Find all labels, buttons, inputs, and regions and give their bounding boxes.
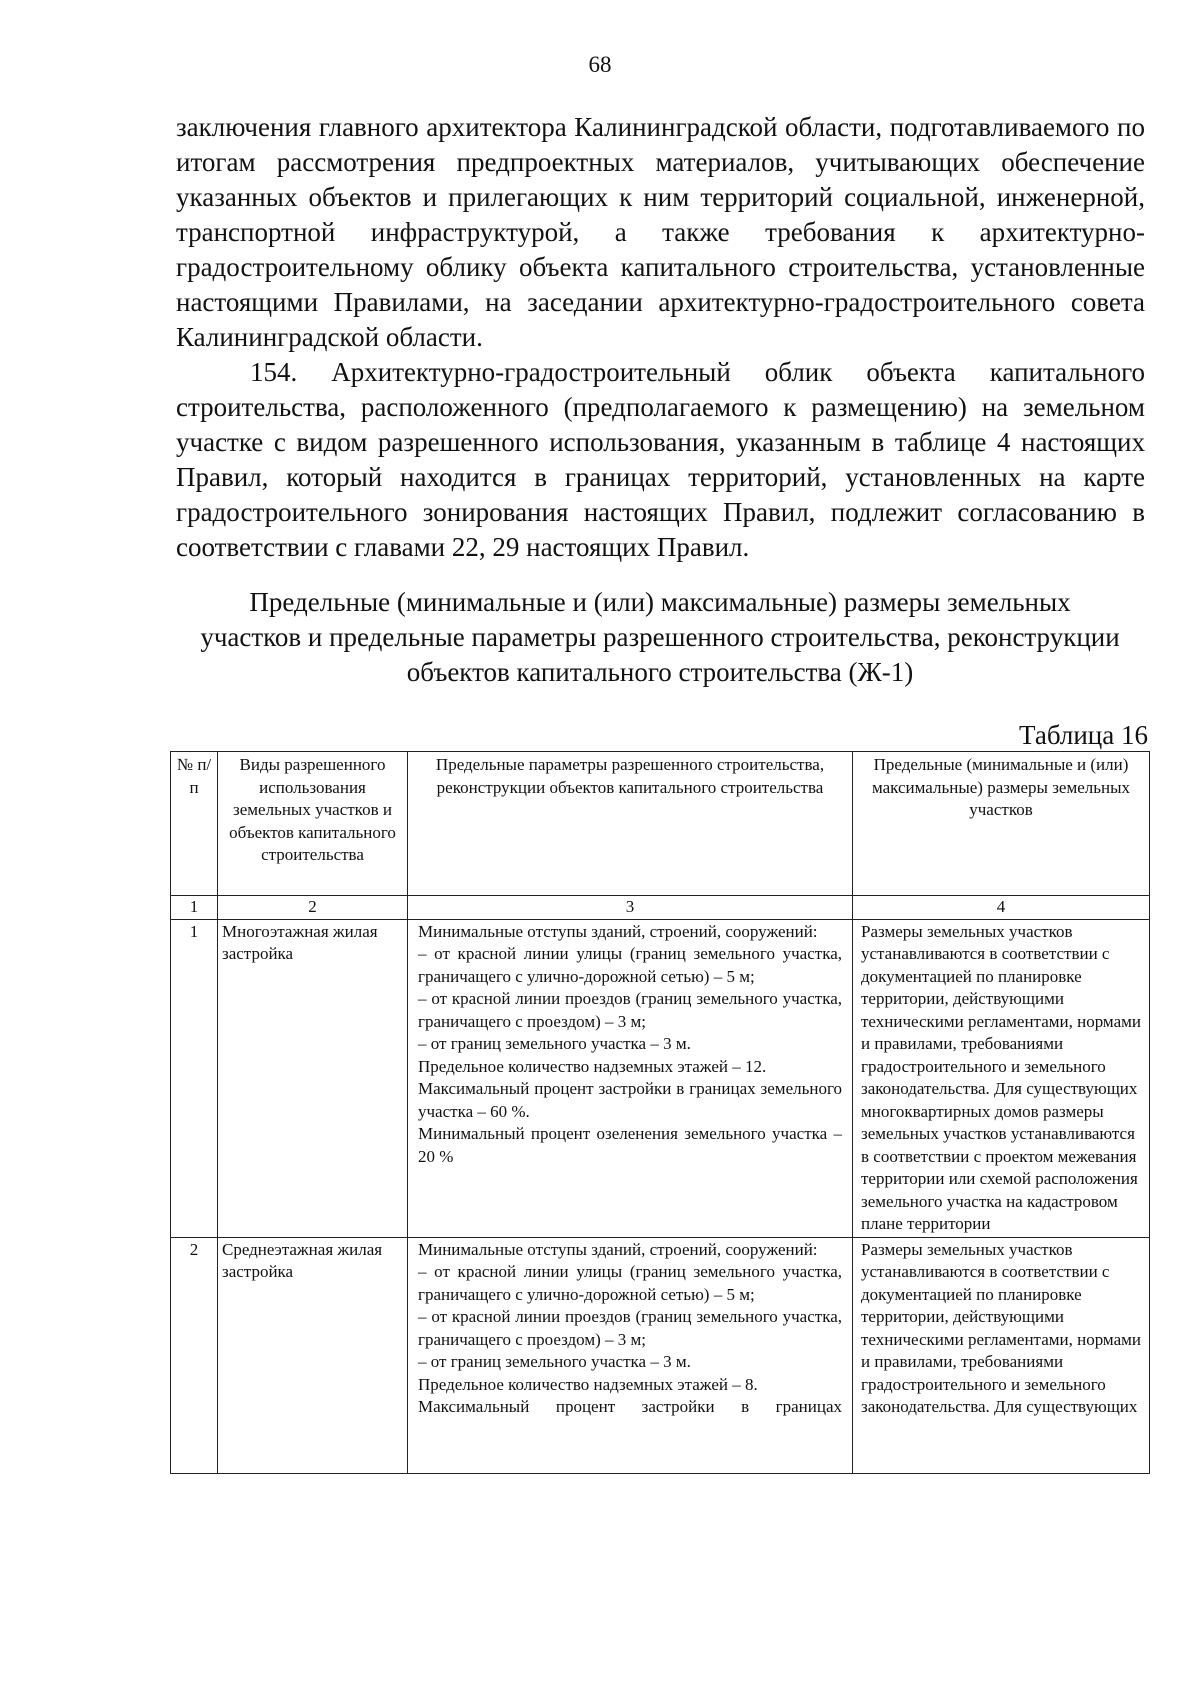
- column-number: 1: [171, 896, 218, 920]
- row-plot-sizes: Размеры земельных участков устанавливаются в соответствии с документацией по планировке территории, действующими техническими регламентами, нормами и правилами, требованиями градостроительного и земельного законодательства. Для существующих многоквартирных домов размеры земельных участков устанавливаются в соответствии с проектом межевания территории или схемой расположения земельного участка на кадастровом плане территории: [853, 919, 1150, 1237]
- section-title: [170, 585, 1150, 690]
- row-number: 2: [171, 1237, 218, 1473]
- header-use-type: Виды разрешенного использования земельных участков и объектов капитального строительства: [218, 752, 408, 896]
- row-number: 1: [171, 919, 218, 1237]
- param-line: Предельное количество надземных этажей – 8.: [418, 1374, 758, 1394]
- param-line: Максимальный процент застройки в границах: [418, 1397, 842, 1416]
- param-line: Предельное количество надземных этажей – 12.: [418, 1056, 767, 1076]
- param-line: Максимальный процент застройки в границах земельного участка – 60 %.: [418, 1079, 842, 1121]
- column-number: 2: [218, 896, 408, 920]
- row-build-params: [408, 1237, 853, 1473]
- param-line: – от красной линии улицы (границ земельного участка, граничащего с улично-дорожной сетью) – 5 м;: [418, 944, 842, 986]
- param-line: Минимальный процент озеленения земельного участка – 20 %: [418, 1124, 842, 1166]
- table-caption: Таблица 16: [1019, 720, 1148, 750]
- row-build-params: [408, 919, 853, 1237]
- param-line: Минимальные отступы зданий, строений, сооружений:: [418, 921, 818, 941]
- table-row: [171, 919, 1150, 1237]
- header-number: № п/п: [171, 752, 218, 896]
- regulations-table: [170, 751, 1150, 1474]
- row-use-type: Многоэтажная жилая застройка: [218, 919, 408, 1237]
- header-plot-sizes: Предельные (минимальные и (или) максимальные) размеры земельных участков: [853, 752, 1150, 896]
- param-line: – от границ земельного участка – 3 м.: [418, 1034, 691, 1053]
- section-title-line-1: Предельные (минимальные и (или) максимальные) размеры земельных: [249, 587, 1071, 617]
- section-title-line-2: участков и предельные параметры разрешенного строительства, реконструкции: [200, 622, 1120, 652]
- column-number: 4: [853, 896, 1150, 920]
- table-header-row: [171, 752, 1150, 896]
- page-number: 68: [588, 52, 612, 77]
- param-line: – от красной линии проездов (границ земельного участка, граничащего с проездом) – 3 м;: [418, 989, 842, 1031]
- param-line: – от границ земельного участка – 3 м.: [418, 1352, 691, 1371]
- column-number-row: [171, 896, 1150, 920]
- param-line: – от красной линии проездов (границ земельного участка, граничащего с проездом) – 3 м;: [418, 1307, 842, 1349]
- table-row: [171, 1237, 1150, 1473]
- column-number: 3: [408, 896, 853, 920]
- body-text: [176, 110, 1145, 565]
- paragraph-1: заключения главного архитектора Калининградской области, подготавливаемого по итогам рассмотрения предпроектных материалов, учитывающих обеспечение указанных объектов и прилегающих к ним территорий социальной, инженерной, транспортной инфраструктурой, а также требования к архитектурно-градостроительному облику объекта капитального строительства, установленные настоящими Правилами, на заседании архитектурно-градостроительного совета Калининградской области.: [176, 112, 1145, 352]
- row-use-type: Среднеэтажная жилая застройка: [218, 1237, 408, 1473]
- paragraph-2: 154. Архитектурно-градостроительный облик объекта капитального строительства, расположенного (предполагаемого к размещению) на земельном участке с видом разрешенного использования, указанным в таблице 4 настоящих Правил, который находится в границах территорий, установленных на карте градостроительного зонирования настоящих Правил, подлежит согласованию в соответствии с главами 22, 29 настоящих Правил.: [176, 357, 1145, 562]
- param-line: Минимальные отступы зданий, строений, сооружений:: [418, 1239, 818, 1259]
- param-line: – от красной линии улицы (границ земельного участка, граничащего с улично-дорожной сетью) – 5 м;: [418, 1262, 842, 1304]
- row-plot-sizes: Размеры земельных участков устанавливаются в соответствии с документацией по планировке территории, действующими техническими регламентами, нормами и правилами, требованиями градостроительного и земельного законодательства. Для существующих: [853, 1237, 1150, 1473]
- header-build-params: Предельные параметры разрешенного строительства, реконструкции объектов капитального строительства: [408, 752, 853, 896]
- section-title-line-3: объектов капитального строительства (Ж-1): [406, 657, 914, 687]
